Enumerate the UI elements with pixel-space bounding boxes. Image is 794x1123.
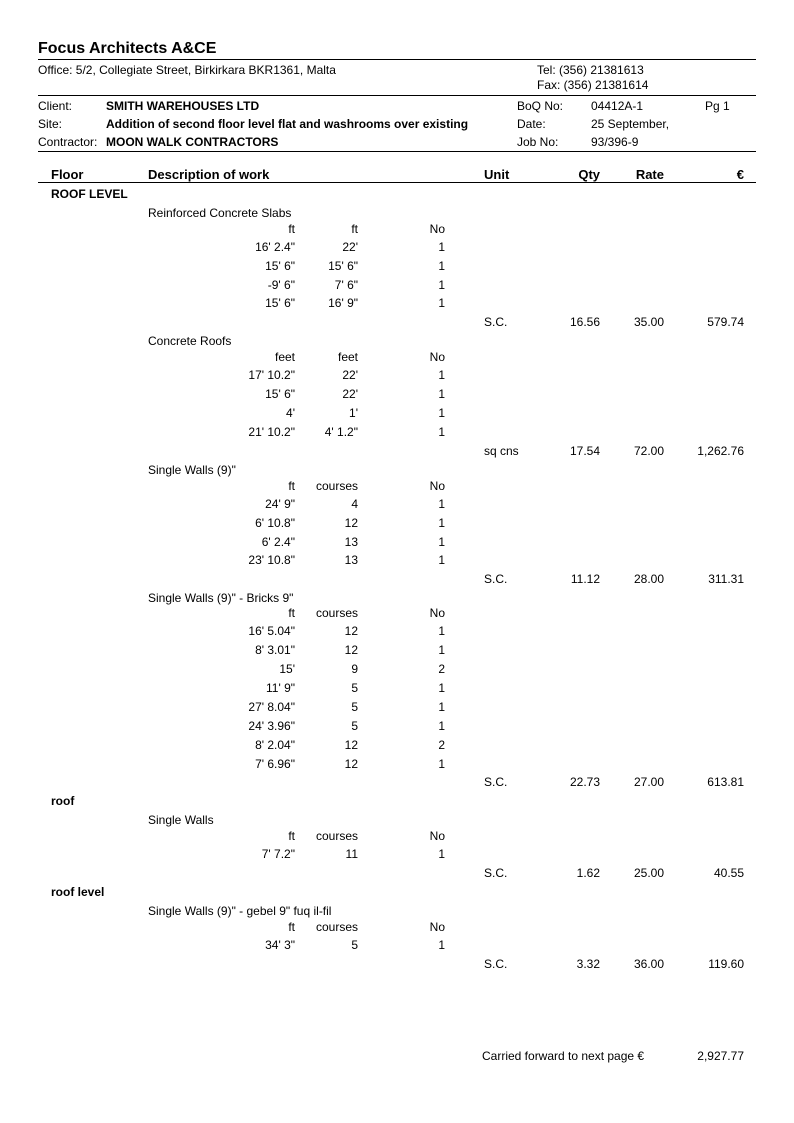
dim-header: ft [288,222,295,236]
dim-count: 1 [438,278,445,292]
dim-count: 1 [438,553,445,567]
dim-length: 27' 8.04" [248,700,295,714]
item-unit: S.C. [484,572,508,586]
dim-width: 4' 1.2" [324,425,358,439]
dim-length: 6' 10.8" [255,516,295,530]
dim-width: 5 [351,700,358,714]
dim-count: 1 [438,938,445,952]
page-number: Pg 1 [705,99,730,113]
item-unit: S.C. [484,775,508,789]
dim-count: 1 [438,847,445,861]
floor-label: roof [51,794,75,808]
item-title: Single Walls (9)" - gebel 9" fuq il-fil [148,904,332,918]
dim-width: 5 [351,938,358,952]
dim-width: 12 [344,516,358,530]
date-label: Date: [517,117,546,131]
item-unit: sq cns [484,444,519,458]
dim-count: 1 [438,681,445,695]
col-floor: Floor [51,167,84,182]
carried-forward-total: 2,927.77 [697,1049,744,1063]
item-rate: 35.00 [633,315,664,329]
dim-width: 12 [344,624,358,638]
item-rate: 36.00 [633,957,664,971]
dim-header: ft [288,606,295,620]
item-qty: 17.54 [569,444,600,458]
dim-length: 11' 9" [265,681,295,695]
dim-header: ft [288,479,295,493]
dim-count: 1 [438,240,445,254]
item-unit: S.C. [484,315,508,329]
item-rate: 25.00 [633,866,664,880]
dim-count: 1 [438,719,445,733]
item-title: Reinforced Concrete Slabs [148,206,292,220]
dim-width: 22' [342,387,358,401]
header-divider [38,95,756,96]
dim-width: 1' [349,406,358,420]
dim-count: 1 [438,259,445,273]
dim-length: 7' 6.96" [255,757,295,771]
dim-length: 34' 3" [265,938,295,952]
column-header-divider [38,182,756,183]
item-amount: 119.60 [708,957,744,971]
dim-width: 12 [344,738,358,752]
date-value: 25 September, [591,117,670,131]
dim-header: feet [274,350,295,364]
item-title: Single Walls (9)" [148,463,236,477]
dim-header: No [429,920,445,934]
dim-header: ft [351,222,358,236]
header-divider [38,151,756,152]
item-amount: 40.55 [713,866,744,880]
item-qty: 11.12 [570,572,600,586]
dim-length: 24' 3.96" [248,719,295,733]
dim-width: 16' 9" [328,296,358,310]
col-description: Description of work [148,167,270,182]
site-value: Addition of second floor level flat and washrooms over existing [106,117,469,131]
dim-width: 9 [351,662,358,676]
dim-count: 1 [438,296,445,310]
dim-width: 13 [344,535,358,549]
dim-header: courses [315,829,358,843]
dim-width: 22' [342,368,358,382]
dim-width: 13 [344,553,358,567]
dim-length: 16' 2.4" [255,240,295,254]
dim-count: 1 [438,497,445,511]
dim-header: ft [288,920,295,934]
dim-header: No [429,479,445,493]
client-value: SMITH WAREHOUSES LTD [106,99,260,113]
dim-header: No [429,350,445,364]
dim-length: 4' [286,406,295,420]
dim-count: 1 [438,700,445,714]
dim-header: No [429,222,445,236]
dim-length: 21' 10.2" [248,425,295,439]
dim-width: 22' [342,240,358,254]
office-address: Office: 5/2, Collegiate Street, Birkirkara BKR1361, Malta [38,63,336,77]
contractor-label: Contractor: [38,135,98,149]
item-rate: 72.00 [633,444,664,458]
floor-label: ROOF LEVEL [51,187,128,201]
col-qty: Qty [578,167,600,182]
fax: Fax: (356) 21381614 [537,78,649,92]
dim-length: 8' 3.01" [255,643,295,657]
item-rate: 27.00 [633,775,664,789]
dim-count: 1 [438,643,445,657]
dim-header: courses [315,606,358,620]
dim-length: 16' 5.04" [248,624,295,638]
dim-length: 6' 2.4" [261,535,295,549]
dim-count: 1 [438,757,445,771]
dim-count: 1 [438,368,445,382]
contractor-value: MOON WALK CONTRACTORS [106,135,279,149]
dim-length: 23' 10.8" [248,553,295,567]
dim-count: 1 [438,535,445,549]
item-rate: 28.00 [633,572,664,586]
carried-forward-label: Carried forward to next page € [482,1049,645,1063]
job-label: Job No: [517,135,559,149]
item-qty: 1.62 [576,866,600,880]
item-qty: 16.56 [569,315,600,329]
item-title: Concrete Roofs [148,334,232,348]
job-value: 93/396-9 [591,135,639,149]
dim-header: ft [288,829,295,843]
item-title: Single Walls (9)" - Bricks 9" [148,591,294,605]
dim-length: -9' 6" [267,278,295,292]
dim-count: 1 [438,516,445,530]
dim-length: 17' 10.2" [248,368,295,382]
dim-width: 15' 6" [328,259,358,273]
company-name: Focus Architects A&CE [38,40,217,57]
boq-label: BoQ No: [517,99,564,113]
telephone: Tel: (356) 21381613 [537,63,644,77]
dim-header: feet [337,350,358,364]
dim-length: 8' 2.04" [255,738,295,752]
dim-header: No [429,606,445,620]
dim-count: 2 [438,738,445,752]
item-amount: 311.31 [708,572,744,586]
col-amount: € [736,167,744,182]
col-rate: Rate [635,167,664,182]
dim-count: 1 [438,387,445,401]
dim-width: 12 [344,757,358,771]
boq-value: 04412A-1 [591,99,644,113]
dim-width: 7' 6" [334,278,358,292]
dim-length: 24' 9" [265,497,295,511]
dim-width: 5 [351,681,358,695]
dim-count: 2 [438,662,445,676]
dim-width: 4 [351,497,358,511]
dim-width: 11 [345,847,358,861]
item-title: Single Walls [148,813,214,827]
dim-length: 15' 6" [265,387,295,401]
dim-header: courses [315,920,358,934]
client-label: Client: [38,99,73,113]
dim-width: 5 [351,719,358,733]
dim-header: No [429,829,445,843]
dim-header: courses [315,479,358,493]
dim-count: 1 [438,406,445,420]
item-amount: 1,262.76 [697,444,744,458]
item-qty: 3.32 [576,957,600,971]
dim-width: 12 [344,643,358,657]
item-unit: S.C. [484,957,508,971]
item-amount: 579.74 [707,315,744,329]
col-unit: Unit [484,167,510,182]
site-label: Site: [38,117,63,131]
dim-count: 1 [438,624,445,638]
item-amount: 613.81 [707,775,744,789]
header-divider [38,59,756,60]
dim-length: 15' 6" [265,296,295,310]
item-unit: S.C. [484,866,508,880]
item-qty: 22.73 [569,775,600,789]
floor-label: roof level [51,885,105,899]
dim-length: 7' 7.2" [261,847,295,861]
dim-length: 15' 6" [265,259,295,273]
dim-count: 1 [438,425,445,439]
dim-length: 15' [279,662,295,676]
